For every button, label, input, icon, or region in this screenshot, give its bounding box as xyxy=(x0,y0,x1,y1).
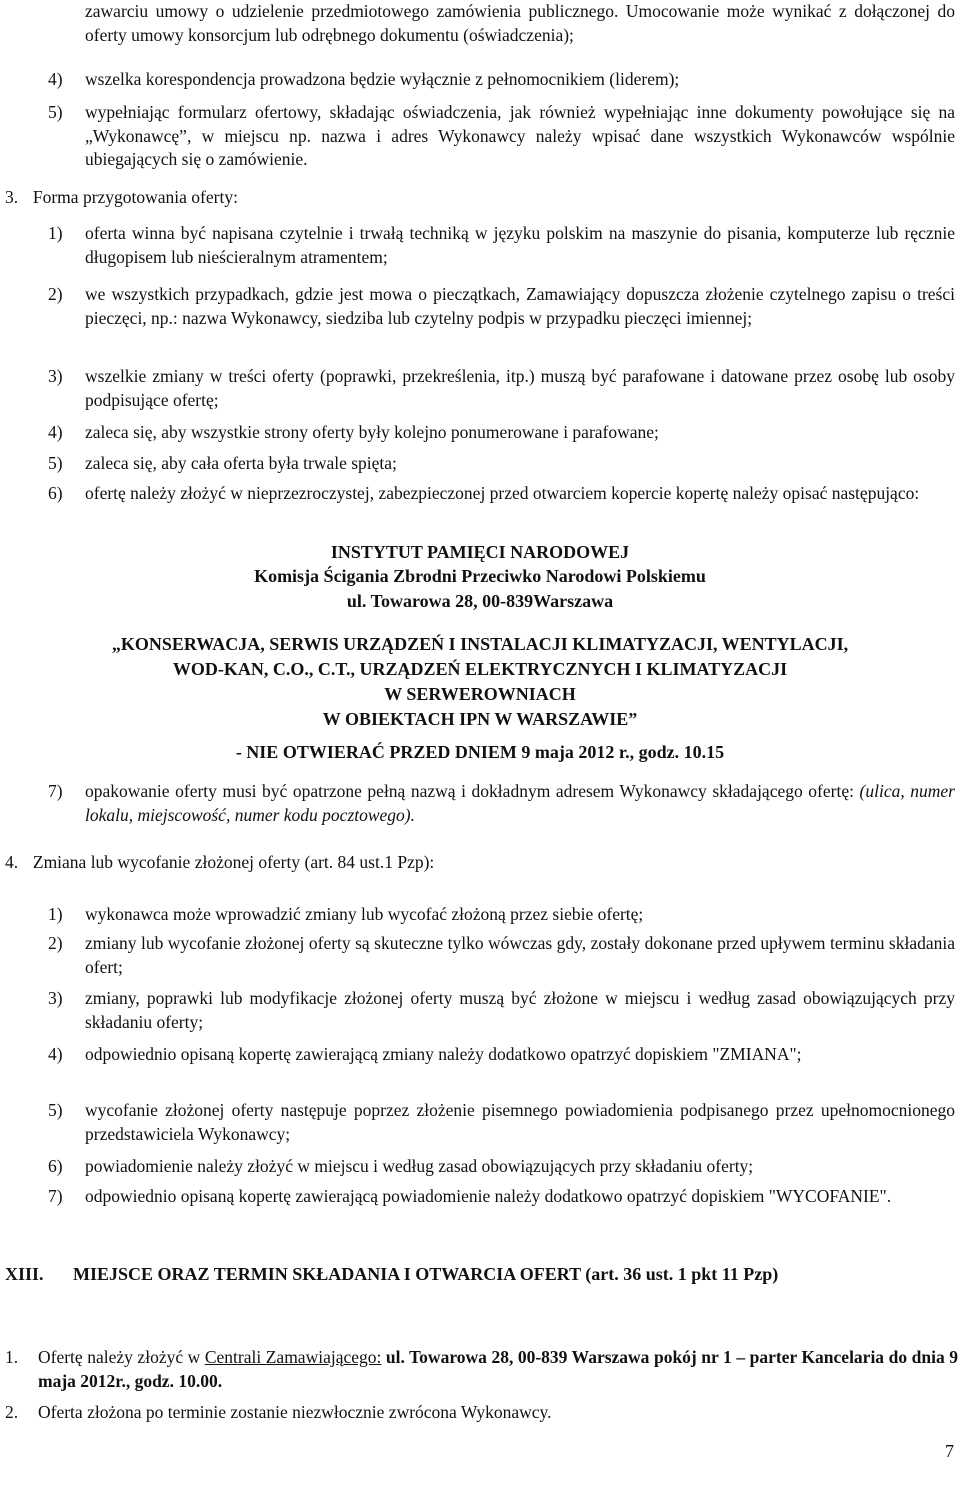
item-number: 5) xyxy=(48,453,63,473)
section-title: Zmiana lub wycofanie złożonej oferty (art. 84 ust.1 Pzp): xyxy=(32,852,435,872)
list-item xyxy=(48,1043,955,1067)
item-number: 6) xyxy=(48,1156,63,1176)
item-text: wszelkie zmiany w treści oferty (poprawki, przekreślenia, itp.) muszą być parafowane i datowane przez osobę lub osoby podpisujące ofertę; xyxy=(85,366,955,410)
intro-paragraph xyxy=(85,0,955,47)
list-item xyxy=(48,1099,955,1146)
item-number: 6) xyxy=(48,483,63,503)
item-text: wycofanie złożonej oferty następuje poprzez złożenie pisemnego powiadomienia podpisanego przez upełnomocnionego przedstawiciela Wykonawcy; xyxy=(85,1100,955,1144)
item-number: 1) xyxy=(48,223,63,243)
item-number: 2) xyxy=(48,284,63,304)
item-text: zmiany, poprawki lub modyfikacje złożonej oferty muszą być złożone w miejscu i według zasad obowiązujących przy składaniu oferty; xyxy=(85,988,955,1032)
envelope-notice: - NIE OTWIERAĆ PRZED DNIEM 9 maja 2012 r., godz. 10.15 xyxy=(235,742,725,762)
list-item xyxy=(48,222,955,269)
envelope-subject-line: W OBIEKTACH IPN W WARSZAWIE” xyxy=(322,709,638,729)
section-title: Forma przygotowania oferty: xyxy=(32,187,238,207)
list-item xyxy=(5,1346,958,1393)
section-heading xyxy=(5,851,905,875)
item-text: Oferta złożona po terminie zostanie niezwłocznie zwrócona Wykonawcy. xyxy=(38,1402,552,1422)
item-number: 4) xyxy=(48,1044,63,1064)
list-item xyxy=(48,482,955,506)
chapter-title: MIEJSCE ORAZ TERMIN SKŁADANIA I OTWARCIA OFERT (art. 36 ust. 1 pkt 11 Pzp) xyxy=(73,1264,779,1284)
item-text: wszelka korespondencja prowadzona będzie wyłącznie z pełnomocnikiem (liderem); xyxy=(85,69,680,89)
list-item xyxy=(48,932,955,979)
item-number: 2) xyxy=(48,933,63,953)
list-item xyxy=(48,365,955,412)
list-item xyxy=(48,452,955,476)
item-number: 1. xyxy=(5,1347,19,1367)
page-number: 7 xyxy=(945,1441,954,1461)
envelope-org-commission: Komisja Ścigania Zbrodni Przeciwko Narodowi Polskiemu xyxy=(254,566,706,586)
item-number: 1) xyxy=(48,904,63,924)
list-item xyxy=(48,1155,955,1179)
list-item xyxy=(48,903,955,927)
list-item xyxy=(48,780,955,827)
item-text: wypełniając formularz ofertowy, składając oświadczenia, jak również wypełniając inne dokumenty powołujące się na „Wykonawcę”, w miejscu np. nazwa i adres Wykonawcy należy wpisać dane wszystkich Wykonawców wspólnie ubiegających się o zamówienie. xyxy=(85,102,955,169)
list-item xyxy=(5,1401,958,1425)
item-text: opakowanie oferty musi być opatrzone pełną nazwą i dokładnym adresem Wykonawcy składającego ofertę: xyxy=(85,781,860,801)
list-item xyxy=(48,283,955,330)
item-text: oferta winna być napisana czytelnie i trwałą techniką w języku polskim na maszynie do pisania, komputerze lub ręcznie długopisem lub nieścieralnym atramentem; xyxy=(85,223,955,267)
envelope-org-name: INSTYTUT PAMIĘCI NARODOWEJ xyxy=(330,542,630,562)
list-item xyxy=(48,101,955,172)
item-number: 7) xyxy=(48,1186,63,1206)
item-number: 3) xyxy=(48,988,63,1008)
item-text: wykonawca może wprowadzić zmiany lub wycofać złożoną przez siebie ofertę; xyxy=(85,904,644,924)
item-text: powiadomienie należy złożyć w miejscu i według zasad obowiązujących przy składaniu oferty; xyxy=(85,1156,754,1176)
section-heading xyxy=(5,186,905,210)
item-number: 4) xyxy=(48,422,63,442)
item-bold-text: ul. Towarowa 28, 00-839 Warszawa pokój nr 1 – parter Kancelaria do dnia 9 maja 2012r., godz. 10.00. xyxy=(38,1347,958,1391)
item-underlined-text: Centrali Zamawiającego: xyxy=(204,1347,382,1367)
item-text: we wszystkich przypadkach, gdzie jest mowa o pieczątkach, Zamawiający dopuszcza złożenie czytelnego zapisu o treści pieczęci, np.: nazwa Wykonawcy, siedziba lub czytelny podpis w przypadku pieczęci imiennej; xyxy=(85,284,955,328)
item-italic-text: (ulica, numer lokalu, miejscowość, numer kodu pocztowego). xyxy=(85,781,955,825)
envelope-subject-line: W SERWEROWNIACH xyxy=(384,684,576,704)
item-number: 5) xyxy=(48,102,63,122)
item-text: odpowiednio opisaną kopertę zawierającą zmiany należy dodatkowo opatrzyć dopiskiem "ZMIANA"; xyxy=(85,1044,802,1064)
chapter-heading xyxy=(5,1263,958,1287)
section-number: 4. xyxy=(5,852,19,872)
intro-text: zawarciu umowy o udzielenie przedmiotowego zamówienia publicznego. Umocowanie może wynikać z dołączonej do oferty umowy konsorcjum lub odrębnego dokumentu (oświadczenia); xyxy=(85,1,955,45)
item-text: odpowiednio opisaną kopertę zawierającą powiadomienie należy dodatkowo opatrzyć dopiskiem "WYCOFANIE". xyxy=(85,1186,892,1206)
envelope-address: ul. Towarowa 28, 00-839Warszawa xyxy=(346,591,614,611)
item-number: 7) xyxy=(48,781,63,801)
item-number: 3) xyxy=(48,366,63,386)
item-text: zaleca się, aby wszystkie strony oferty były kolejno ponumerowane i parafowane; xyxy=(85,422,659,442)
section-number: 3. xyxy=(5,187,19,207)
envelope-subject-line: WOD-KAN, C.O., C.T., URZĄDZEŃ ELEKTRYCZNYCH I KLIMATYZACJI xyxy=(172,659,788,679)
list-item xyxy=(48,68,955,92)
item-text: zmiany lub wycofanie złożonej oferty są skuteczne tylko wówczas gdy, zostały dokonane przed upływem terminu składania ofert; xyxy=(85,933,955,977)
item-number: 4) xyxy=(48,69,63,89)
item-text: Ofertę należy złożyć w xyxy=(38,1347,205,1367)
item-number: 2. xyxy=(5,1402,19,1422)
item-text: zaleca się, aby cała oferta była trwale spięta; xyxy=(85,453,397,473)
item-text: ofertę należy złożyć w nieprzezroczystej, zabezpieczonej przed otwarciem kopercie kopertę należy opisać następująco: xyxy=(85,483,920,503)
envelope-subject-line: „KONSERWACJA, SERWIS URZĄDZEŃ I INSTALACJI KLIMATYZACJI, WENTYLACJI, xyxy=(111,634,849,654)
item-number: 5) xyxy=(48,1100,63,1120)
chapter-number: XIII. xyxy=(5,1264,44,1284)
list-item xyxy=(48,1185,955,1209)
list-item xyxy=(48,987,955,1034)
list-item xyxy=(48,421,955,445)
